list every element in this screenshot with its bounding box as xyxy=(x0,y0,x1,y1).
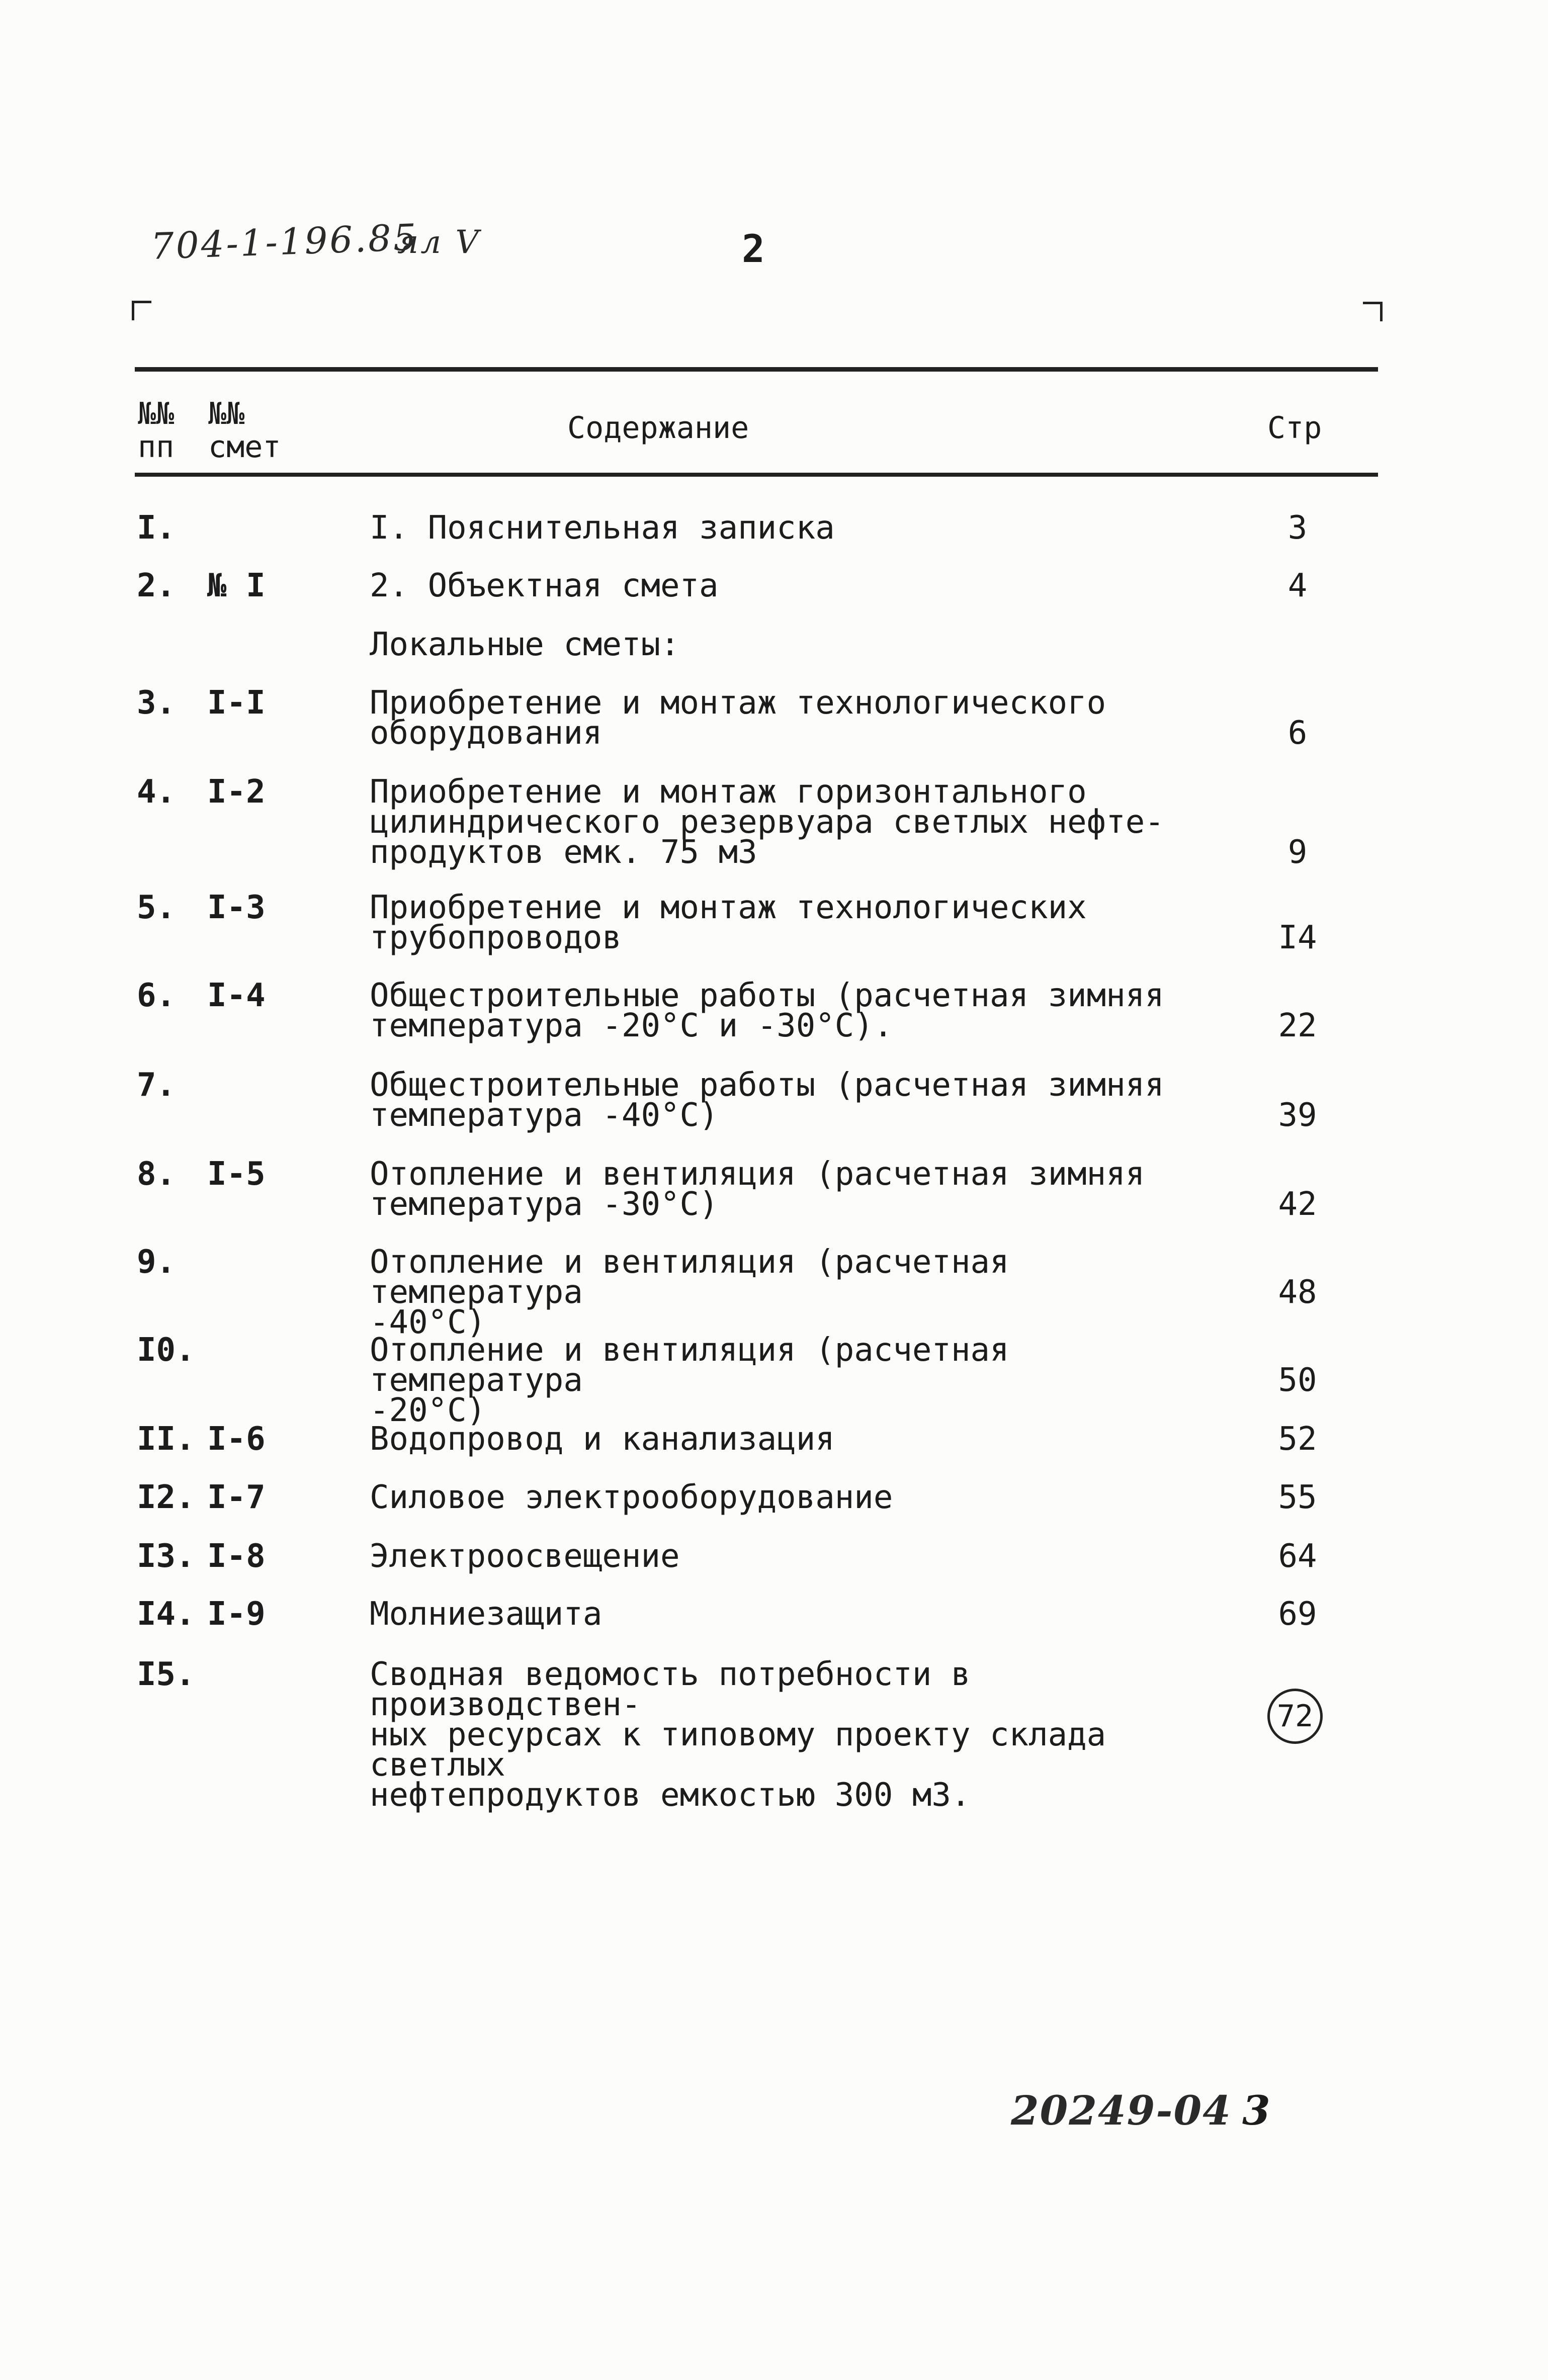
row-estimate: I-6 xyxy=(207,1421,266,1458)
row-page: 50 xyxy=(1278,1362,1317,1399)
row-page: 3 xyxy=(1287,509,1308,547)
row-page: 69 xyxy=(1278,1596,1317,1633)
row-page: 72 xyxy=(1267,1689,1323,1744)
row-title: Сводная ведомость потребности в производствен- ных ресурсах к типовому проекту склада светлых нефтепродуктов емкостью 300 м3. xyxy=(370,1656,1106,1814)
row-page: 22 xyxy=(1278,1007,1317,1044)
row-number: 3. xyxy=(137,684,176,722)
row-estimate: I-9 xyxy=(207,1596,266,1633)
row-page: 52 xyxy=(1278,1421,1317,1458)
row-estimate: I-2 xyxy=(207,773,266,811)
row-estimate: I-5 xyxy=(207,1156,266,1193)
row-number: I2. xyxy=(137,1479,195,1516)
column-header-number-line2: пп xyxy=(138,429,175,465)
row-title: Приобретение и монтаж технологических трубопроводов xyxy=(370,889,1087,956)
row-number: I3. xyxy=(137,1538,195,1575)
row-title: Электроосвещение xyxy=(370,1538,680,1575)
row-page: 64 xyxy=(1278,1538,1317,1575)
row-title: Молниезащита xyxy=(370,1596,603,1633)
row-number: I0. xyxy=(137,1332,195,1369)
footer-sheet: 3 xyxy=(1242,2087,1270,2134)
row-title: Отопление и вентиляция (расчетная температура -40°С) xyxy=(370,1244,1009,1341)
column-header-number-line1: №№ xyxy=(138,396,175,431)
column-header-content: Содержание xyxy=(567,410,749,446)
row-title: 2. Объектная смета xyxy=(370,567,719,604)
row-estimate: I-4 xyxy=(207,977,266,1014)
row-title: Отопление и вентиляция (расчетная температура -20°С) xyxy=(370,1332,1009,1429)
row-estimate: I-8 xyxy=(207,1538,266,1575)
row-title: Приобретение и монтаж технологического оборудования xyxy=(370,684,1106,752)
row-title: Водопровод и канализация xyxy=(370,1421,835,1458)
row-title: Общестроительные работы (расчетная зимняя температура -20°С и -30°С). xyxy=(370,977,1164,1044)
row-estimate: I-7 xyxy=(207,1479,266,1516)
doc-code: 704-1-196.85 xyxy=(150,216,419,268)
row-title: I. Пояснительная записка xyxy=(370,509,835,547)
row-number: 8. xyxy=(137,1156,176,1193)
row-title: Отопление и вентиляция (расчетная зимняя температура -30°С) xyxy=(370,1156,1145,1223)
row-number: II. xyxy=(137,1421,195,1458)
column-header-estimate-line2: смет xyxy=(208,429,281,465)
row-number: 5. xyxy=(137,889,176,926)
row-number: 6. xyxy=(137,977,176,1014)
row-number: I5. xyxy=(137,1656,195,1693)
row-number: 7. xyxy=(137,1067,176,1104)
row-estimate: № I xyxy=(207,567,266,604)
footer-code: 20249-04 xyxy=(1011,2087,1232,2134)
page-number: 2 xyxy=(742,226,765,271)
sheet-mark: ял V xyxy=(397,224,481,261)
row-number: I. xyxy=(137,509,176,547)
row-page: 42 xyxy=(1278,1186,1317,1223)
row-page: 55 xyxy=(1278,1479,1317,1516)
row-page: 4 xyxy=(1287,567,1308,604)
row-estimate: I-3 xyxy=(207,889,266,926)
row-title: Силовое электрооборудование xyxy=(370,1479,893,1516)
row-number: I4. xyxy=(137,1596,195,1633)
row-number: 4. xyxy=(137,773,176,811)
row-title: Приобретение и монтаж горизонтального цилиндрического резервуара светлых нефте- продуктов емк. 75 м3 xyxy=(370,773,1164,871)
row-page: 39 xyxy=(1278,1097,1317,1134)
row-title: Локальные сметы: xyxy=(370,626,680,663)
column-header-estimate-line1: №№ xyxy=(208,396,245,431)
row-number: 2. xyxy=(137,567,176,604)
row-title: Общестроительные работы (расчетная зимняя температура -40°С) xyxy=(370,1067,1164,1134)
row-number: 9. xyxy=(137,1244,176,1281)
row-page: 9 xyxy=(1287,834,1308,871)
row-page: 48 xyxy=(1278,1274,1317,1311)
row-estimate: I-I xyxy=(207,684,266,722)
row-page: I4 xyxy=(1278,919,1317,956)
row-page: 6 xyxy=(1287,715,1308,752)
column-header-page: Стр xyxy=(1267,410,1322,446)
